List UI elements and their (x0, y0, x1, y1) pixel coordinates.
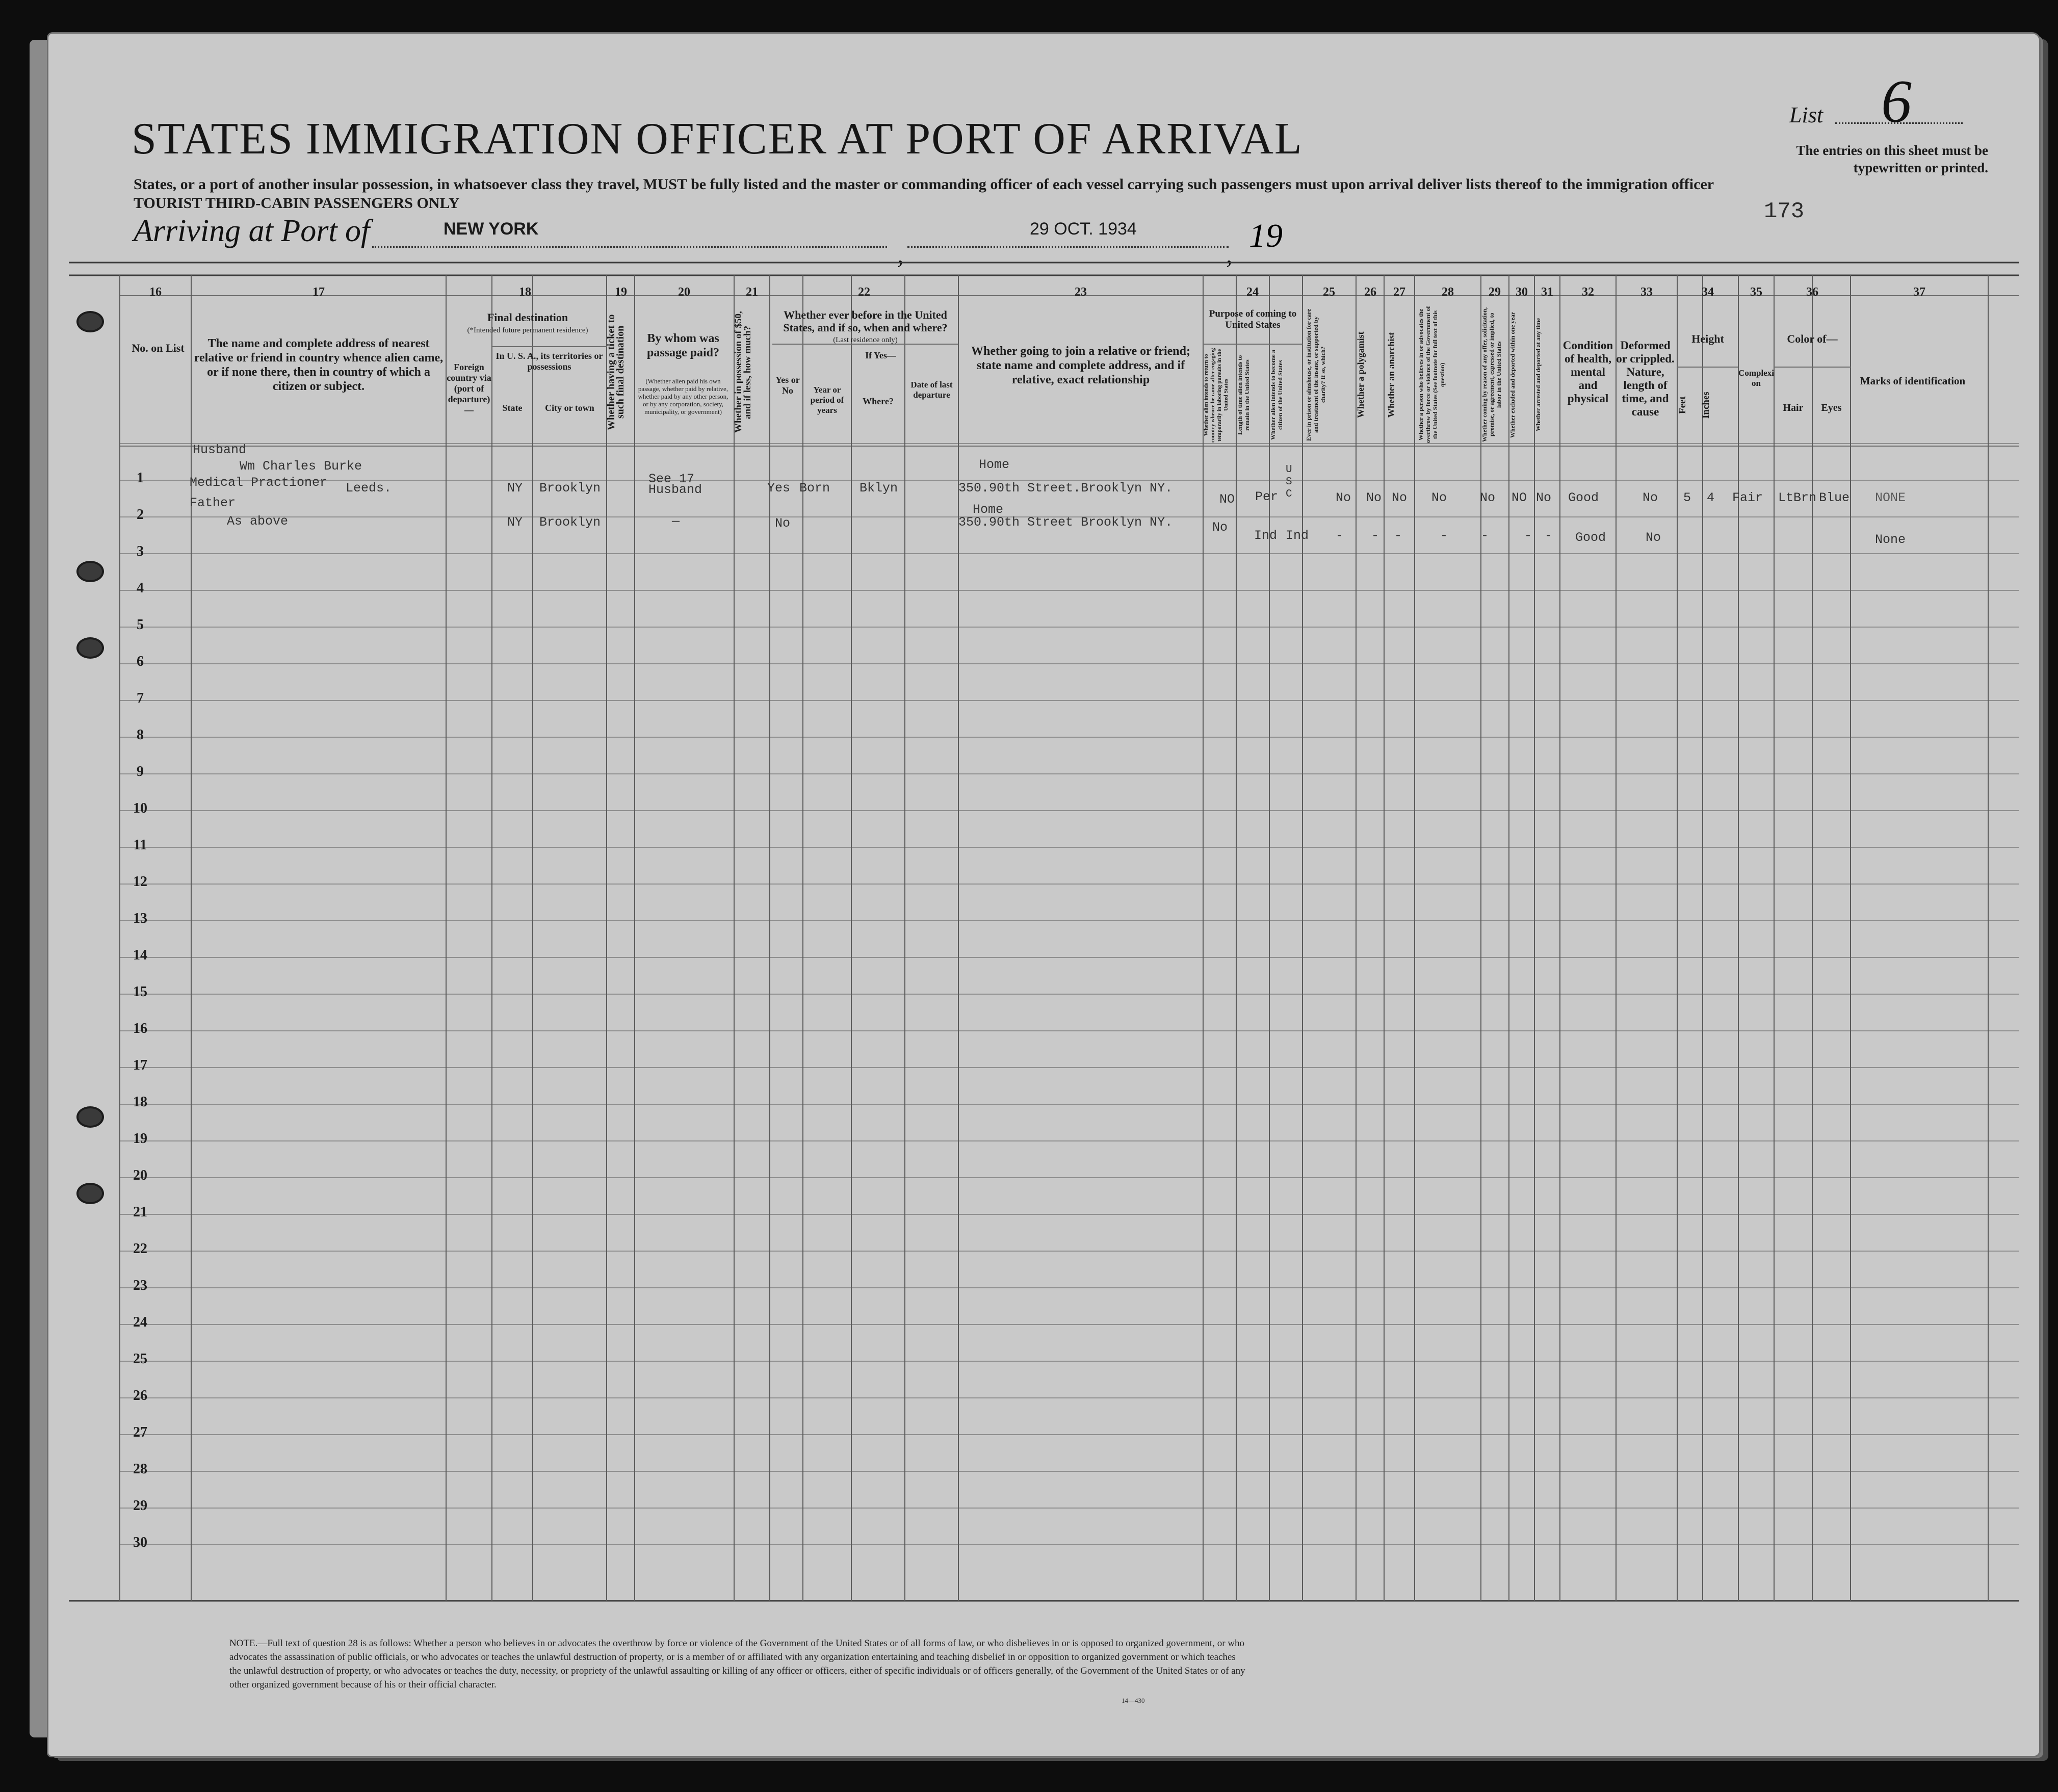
page-title: STATES IMMIGRATION OFFICER AT PORT OF ARRIVAL (132, 114, 1303, 164)
form-number: 14—430 (1122, 1697, 1145, 1704)
row1-relative-city: Leeds. (346, 481, 392, 496)
footnote: NOTE.—Full text of question 28 is as follows: Whether a person who believes in or advocates the overthrow by force or violence of the Government of the United States or of all forms of law, or who disbelieves in or is opposed to organized government, or who advocates the assassination of public officials, or who advocates or teaches the unlawful destruction of property, or is a member of or affiliated with any organization entertaining and teaching disbelief in or opposition to organized government or which teaches the unlawful destruction of property, or who advocates or teaches the duty, necessity, or propriety of the unlawful assaulting or killing of any officer or officers, either of specific individuals or of officers generally, of the Government of the United States or of any other organized government because of his or their official character. (229, 1638, 1245, 1690)
row-number: 4 (137, 580, 144, 596)
row1-relative-detail: Medical Practioner (190, 475, 328, 490)
stamp-number: 173 (1764, 199, 1805, 224)
column-number: 27 (1393, 285, 1405, 299)
header-passage-paid: By whom was passage paid? (646, 332, 720, 359)
row1-health: Good (1568, 490, 1599, 505)
row2-passage-by: — (672, 514, 680, 529)
arriving-label: Arriving at Port of (134, 214, 370, 248)
header-purpose: Purpose of coming to United States (1209, 308, 1297, 330)
row1-relative-name: Wm Charles Burke (240, 459, 362, 474)
comma-mark: , (1226, 240, 1233, 269)
header-final-destination-note: (*Intended future permanent residence) (467, 326, 588, 334)
column-number: 31 (1541, 285, 1553, 299)
column-number: 16 (149, 285, 162, 299)
row-number: 19 (133, 1131, 147, 1147)
row2-health: Good (1575, 530, 1606, 545)
row2-deformed: No (1646, 530, 1661, 545)
column-number: 23 (1075, 285, 1087, 299)
row-number: 14 (133, 947, 147, 963)
row-number: 23 (133, 1278, 147, 1293)
column-number: 37 (1913, 285, 1925, 299)
row1-polygamist: No (1366, 490, 1382, 505)
column-number: 20 (678, 285, 690, 299)
row-number: 29 (133, 1498, 147, 1514)
column-number: 25 (1323, 285, 1335, 299)
row-number: 18 (133, 1094, 147, 1110)
header-ever-before: Whether ever before in the United States, and if so, when and where? (783, 308, 948, 334)
column-number: 28 (1442, 285, 1454, 299)
row2-anarchist: - (1394, 528, 1402, 543)
comma-mark: , (897, 240, 904, 269)
row-number: 3 (137, 543, 144, 559)
list-number: 6 (1881, 67, 1912, 135)
header-no-on-list: No. on List (132, 342, 185, 354)
row-number: 12 (133, 874, 147, 890)
row1-eyes: Blue (1819, 490, 1850, 505)
row-number: 25 (133, 1351, 147, 1367)
row2-excluded: - (1524, 528, 1532, 543)
column-number: 22 (858, 285, 870, 299)
column-number: 17 (312, 285, 325, 299)
header-city: City or town (545, 403, 594, 413)
row1-anarchist: No (1392, 490, 1408, 505)
row1-deformed: No (1643, 490, 1658, 505)
row-number: 27 (133, 1424, 147, 1440)
column-number: 18 (519, 285, 531, 299)
row1-inches: 4 (1707, 490, 1715, 505)
column-number: 33 (1640, 285, 1653, 299)
header-become-citizen: Whether alien intends to become a citizen of the United States (1269, 350, 1284, 440)
row-number: 8 (137, 727, 144, 743)
header-state: State (502, 403, 523, 413)
header-hair: Hair (1783, 402, 1804, 413)
row2-marks: None (1875, 532, 1906, 547)
row2-arrested: - (1545, 528, 1553, 543)
row-number: 20 (133, 1167, 147, 1183)
header-inches: Inches (1701, 392, 1711, 419)
header-ticket: Whether having a ticket to such final destination (606, 314, 626, 430)
column-number: 35 (1750, 285, 1762, 299)
row1-length-stay: Per (1255, 489, 1279, 504)
column-number: 34 (1702, 285, 1714, 299)
row1-become-citizen: U S C (1286, 464, 1292, 500)
row-number: 17 (133, 1057, 147, 1073)
row-number: 6 (137, 654, 144, 669)
row1-join-relative: Home (979, 457, 1010, 472)
row1-excluded: NO (1512, 490, 1527, 505)
column-number: 32 (1582, 285, 1594, 299)
row1-city: Brooklyn (539, 481, 601, 496)
header-possession-50: Whether in possession of $50, and if less, how much? (733, 311, 753, 433)
row-number: 5 (137, 617, 144, 633)
header-prison: Ever in prison or almshouse, or institution for care and treatment of the insane, or supported by charity? If so, which? (1305, 308, 1326, 441)
row2-city: Brooklyn (539, 515, 601, 530)
row2-join-address: 350.90th Street Brooklyn NY. (958, 515, 1173, 530)
row2-join-relative: Home (973, 502, 1004, 517)
row1-where: Bklyn (859, 481, 898, 496)
column-number: 21 (746, 285, 758, 299)
header-last-departure: Date of last departure (910, 380, 953, 400)
column-number: 30 (1516, 285, 1528, 299)
row2-become-citizen: Ind (1286, 528, 1309, 543)
row2-intends-return: No (1212, 520, 1228, 535)
row1-labor-offer: No (1480, 490, 1496, 505)
row2-labor-offer: - (1481, 528, 1489, 543)
header-polygamist: Whether a polygamist (1356, 331, 1366, 418)
row-number: 2 (137, 507, 144, 523)
column-number: 29 (1489, 285, 1501, 299)
header-final-destination: Final destination (487, 311, 568, 324)
class-line: TOURIST THIRD-CABIN PASSENGERS ONLY (134, 195, 460, 212)
header-eyes: Eyes (1821, 402, 1842, 413)
header-arrested: Whether arrested and deported at any time (1534, 318, 1542, 432)
row1-marks: NONE (1875, 490, 1906, 505)
row1-prison: No (1336, 490, 1351, 505)
header-if-yes: If Yes— (865, 350, 896, 360)
row-number: 15 (133, 984, 147, 1000)
row1-passage-ref: See 17 (648, 472, 695, 486)
header-marks: Marks of identification (1860, 375, 1966, 387)
port-name: NEW YORK (444, 219, 539, 239)
header-excluded: Whether excluded and deported within one year (1509, 311, 1516, 438)
row-number: 16 (133, 1021, 147, 1036)
row-number: 10 (133, 800, 147, 816)
arrival-date: 29 OCT. 1934 (1030, 219, 1137, 239)
column-number: 26 (1364, 285, 1376, 299)
row2-relative-name: As above (227, 514, 289, 529)
row-number: 24 (133, 1314, 147, 1330)
row1-ever-in-us: Yes (767, 481, 791, 496)
header-color-of: Color of— (1787, 332, 1838, 345)
header-year-period: Year or period of years (810, 385, 844, 415)
row1-hair: LtBrn (1778, 490, 1817, 505)
header-subtitle: States, or a port of another insular possession, in whatsoever class they travel, MUST be fully listed and the master or commanding officer of each vessel carrying such passengers must upon arrival deliver lists thereof to the immigration officer (134, 176, 1714, 193)
row1-overthrow: No (1431, 490, 1447, 505)
row-number: 7 (137, 690, 144, 706)
row2-state: NY (507, 515, 523, 530)
header-intends-return: Whether alien intends to return to country whence he came after engaging temporarily in laboring pursuits in the United States (1203, 348, 1229, 443)
row-number: 28 (133, 1461, 147, 1477)
row-number: 1 (137, 470, 144, 486)
header-join-relative: Whether going to join a relative or friend; state name and complete address, and if relative, exact relationship (971, 345, 1190, 386)
row-number: 26 (133, 1388, 147, 1404)
header-feet: Feet (1677, 396, 1688, 414)
row2-length-stay: Ind (1254, 528, 1278, 543)
row2-polygamist: - (1371, 528, 1379, 543)
header-relative-address: The name and complete address of nearest relative or friend in country whence alien came, or if none there, then in country of which a citizen or subject. (194, 337, 444, 393)
list-label: List (1789, 102, 1823, 127)
row-number: 21 (133, 1204, 147, 1220)
header-ever-before-note: (Last residence only) (833, 336, 898, 344)
header-overthrow: Whether a person who believes in or advocates the overthrow by force or violence of the Government of the United States (See footnote for full text of this question) (1417, 306, 1446, 444)
row1-intends-return: NO (1219, 492, 1235, 507)
row-number: 30 (133, 1535, 147, 1550)
header-passage-paid-note: (Whether alien paid his own passage, whether paid by relative, whether paid by any other person, or by any corporation, society, municipality, or government) (638, 377, 728, 415)
row1-relative-relation: Husband (193, 443, 247, 457)
header-anarchist: Whether an anarchist (1386, 332, 1396, 418)
column-number: 24 (1246, 285, 1259, 299)
row-number: 11 (133, 837, 147, 853)
row2-overthrow: - (1440, 528, 1448, 543)
header-yes-no: Yes or No (775, 375, 800, 396)
typewritten-note: The entries on this sheet must be typewritten or printed. (1796, 143, 1988, 175)
year-prefix: 19 (1249, 217, 1283, 254)
row-number: 9 (137, 764, 144, 780)
header-complexion: Complexion (1738, 368, 1774, 388)
row1-feet: 5 (1683, 490, 1691, 505)
row1-arrested: No (1536, 490, 1552, 505)
header-in-usa: In U. S. A., its territories or possessions (496, 351, 603, 372)
row1-passage-by: Husband (648, 482, 702, 497)
row2-prison: - (1336, 528, 1344, 543)
row2-relative-relation: Father (190, 496, 236, 510)
header-where: Where? (863, 396, 894, 406)
row1-state: NY (507, 481, 523, 496)
row1-year-period: Born (799, 481, 830, 496)
row-number: 22 (133, 1241, 147, 1257)
row2-ever-in-us: No (775, 516, 791, 531)
header-foreign-country: Foreign country via (port of departure)— (447, 362, 491, 415)
header-length-stay: Length of time alien intends to remain in the United States (1236, 355, 1251, 435)
column-number: 36 (1806, 285, 1818, 299)
header-deformed: Deformed or crippled. Nature, length of time, and cause (1616, 339, 1675, 418)
header-health: Condition of health, mental and physical (1562, 339, 1613, 405)
column-number: 19 (615, 285, 627, 299)
row1-join-address: 350.90th Street.Brooklyn NY. (958, 481, 1173, 496)
header-height: Height (1691, 332, 1724, 345)
row1-complexion: Fair (1732, 490, 1763, 505)
row-number: 13 (133, 911, 147, 926)
header-labor-offer: Whether coming by reason of any offer, solicitation, promise, or agreement, expressed or implied, to labor in the United States (1481, 307, 1502, 443)
